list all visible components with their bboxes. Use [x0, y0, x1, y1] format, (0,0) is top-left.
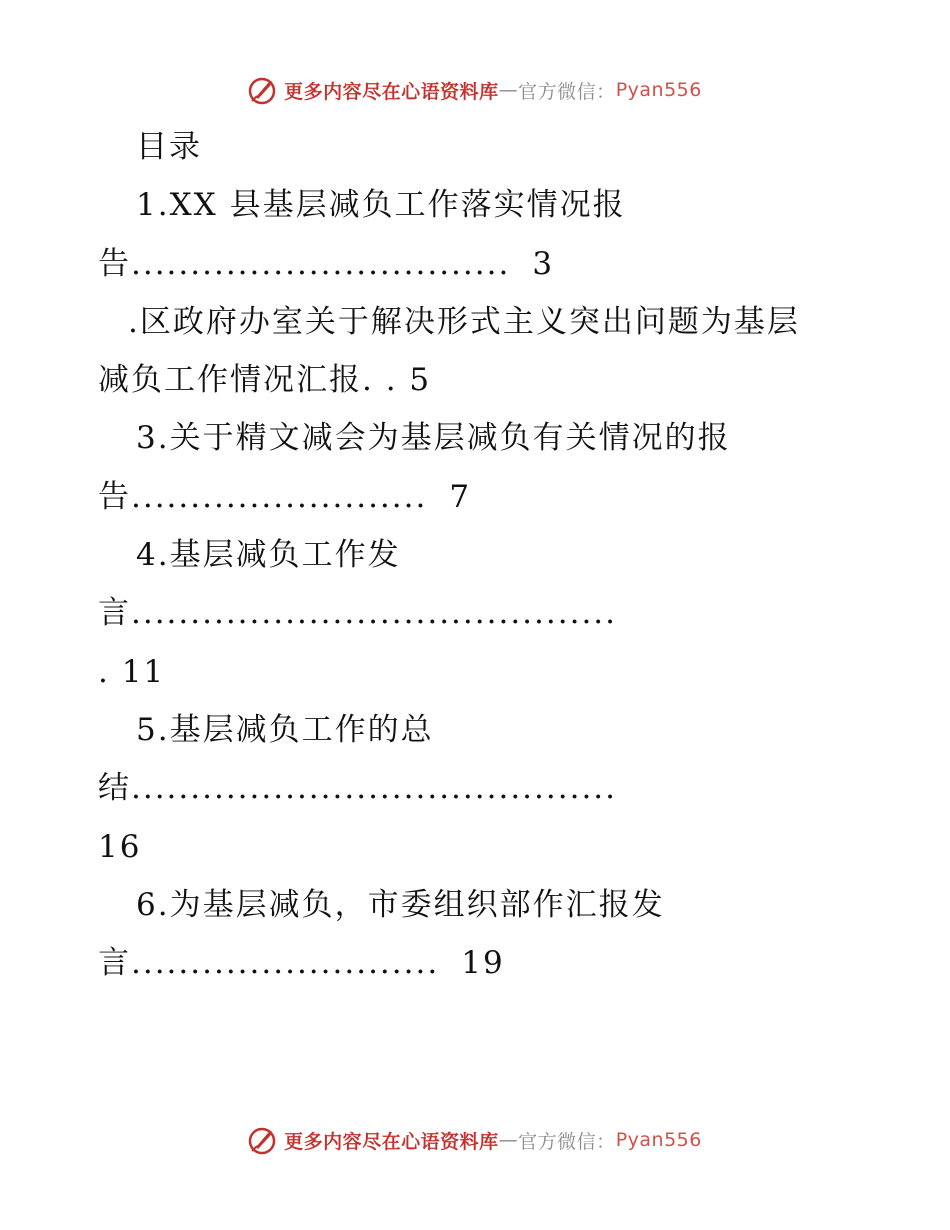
toc-entry-5-line2: 结.........................................: [98, 770, 618, 807]
table-of-contents: [98, 118, 858, 992]
toc-entry-4-line2: 言.........................................: [98, 595, 618, 632]
toc-entry-2-line1: .区政府办室关于解决形式主义突出问题为基层: [128, 303, 800, 340]
toc-entry-6-leader: 言..........................: [98, 945, 440, 982]
toc-title: 目录: [136, 129, 202, 165]
watermark-footer: [0, 1120, 950, 1160]
toc-entry-1-line1: 1.XX 县基层减负工作落实情况报: [136, 187, 626, 224]
watermark-gray-text: 官方微信：: [518, 80, 616, 103]
toc-entry-1-line2: [98, 235, 858, 293]
toc-entry-2-line2: [98, 351, 858, 409]
toc-entry-3-line1: 3.关于精文减会为基层减负有关情况的报: [136, 420, 731, 457]
toc-entry-4-page: . 11: [98, 653, 166, 690]
watermark-red-text: 更多内容尽在心语资料库: [284, 1130, 499, 1153]
toc-entry-3-line2: [98, 468, 858, 526]
toc-entry-3-page: 7: [449, 478, 472, 515]
toc-entry-6-page: 19: [461, 945, 505, 982]
watermark-wechat-id: Pyan556: [615, 1129, 702, 1151]
toc-entry-5-page: 16: [98, 828, 142, 865]
toc-entry-2-leader: 减负工作情况汇报. .: [98, 362, 410, 399]
quill-pen-icon: [248, 75, 278, 105]
toc-entry-3-leader: 告.........................: [98, 478, 428, 515]
quill-pen-icon: [248, 1125, 278, 1155]
watermark-red-text: 更多内容尽在心语资料库: [284, 80, 499, 103]
toc-entry-2-page: 5: [409, 362, 432, 399]
toc-entry-4-line1: 4.基层减负工作发: [136, 537, 401, 574]
toc-entry-5-line1: 5.基层减负工作的总: [136, 711, 434, 748]
watermark-wechat-id: Pyan556: [615, 79, 702, 101]
watermark-dash: —: [498, 1129, 519, 1151]
toc-entry-1-leader: 告................................: [98, 245, 511, 282]
toc-entry-6-line2: [98, 934, 858, 992]
toc-entry-1-page: 3: [532, 245, 555, 282]
toc-entry-6-line1: 6.为基层减负，市委组织部作汇报发: [136, 886, 665, 923]
watermark-header: [0, 70, 950, 110]
watermark-dash: —: [498, 79, 519, 101]
watermark-gray-text: 官方微信：: [518, 1130, 616, 1153]
